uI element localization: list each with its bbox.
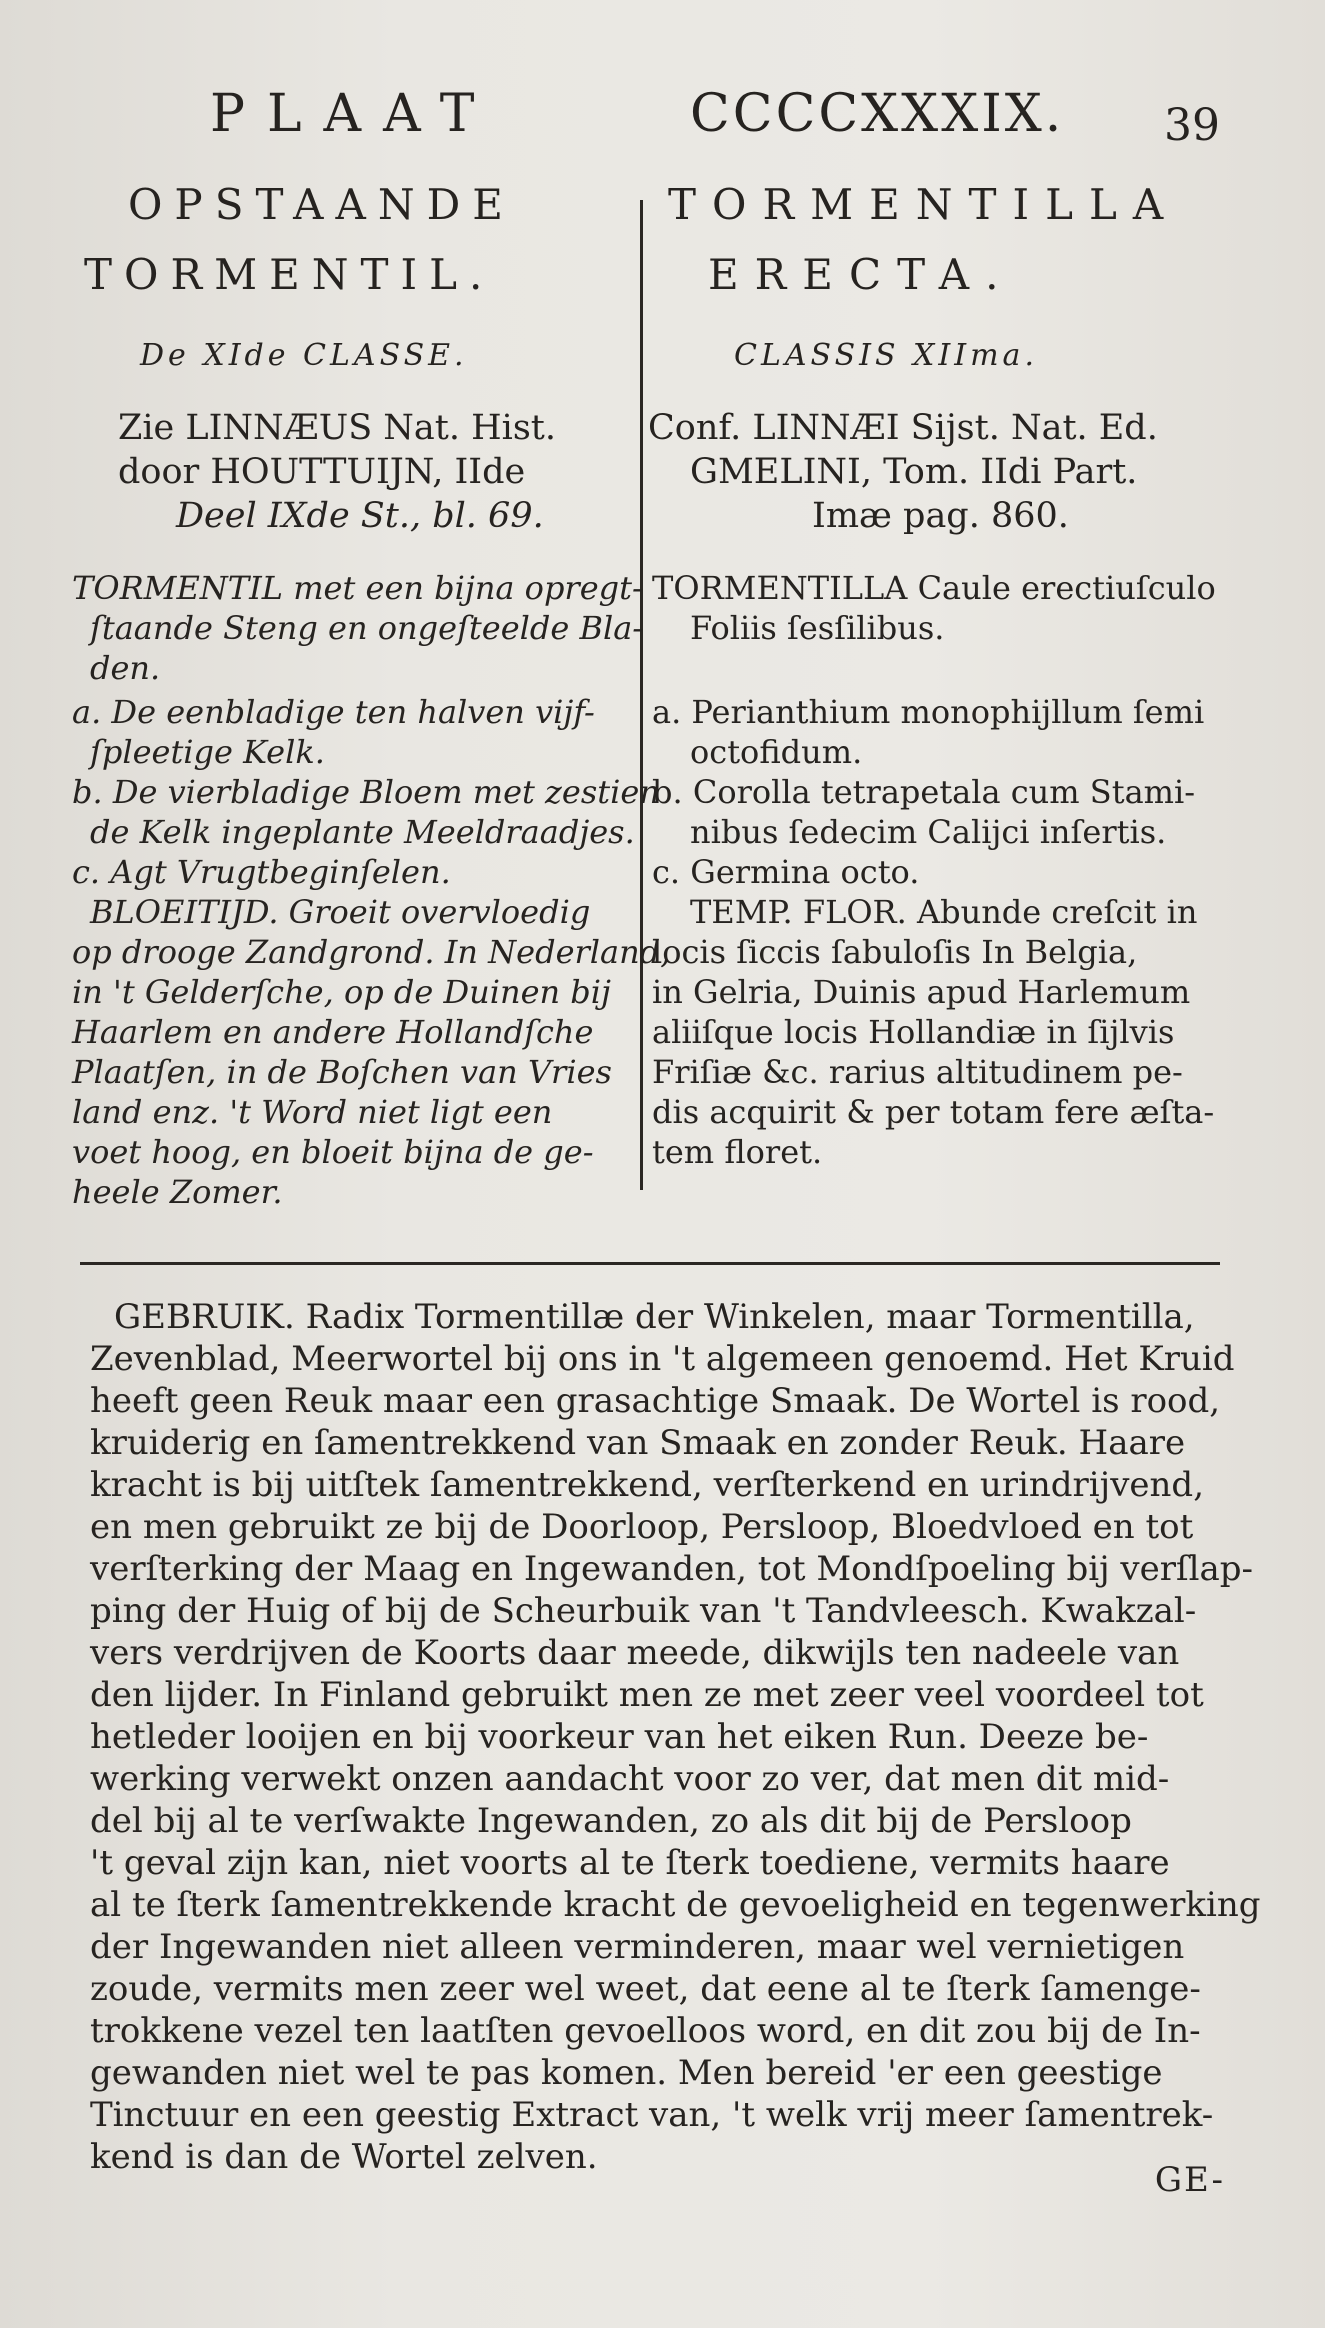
page-number: 39 [1164,100,1220,151]
catchword: GE- [1154,2160,1225,2200]
right-desc-line: tem floret. [652,1133,823,1171]
right-ref-1: Conf. LINNÆI Sijst. Nat. Ed. [648,408,1158,448]
right-desc-line: aliiſque locis Hollandiæ in ſijlvis [652,1013,1175,1051]
usage-line: 't geval zijn kan, niet voorts al te ſterk toediene, vermits haare [90,1843,1170,1883]
left-desc-line: b. De vierbladige Bloem met zestien [72,773,660,811]
left-desc-line: c. Agt Vrugtbeginſelen. [72,853,451,891]
left-ref-3: Deel IXde St., bl. 69. [176,496,544,536]
column-divider [640,200,643,1190]
usage-line: kracht is bij uitſtek ſamentrekkend, verſterkend en urindrijvend, [90,1465,1204,1505]
right-ref-2: GMELINI, Tom. IIdi Part. [690,452,1138,492]
left-desc-line: Haarlem en andere Hollandſche [72,1013,594,1051]
right-desc-line: TEMP. FLOR. Abunde creſcit in [690,893,1198,931]
right-desc-line: b. Corolla tetrapetala cum Stami- [652,773,1196,811]
left-desc-line: BLOEITIJD. Groeit overvloedig [90,893,591,931]
right-desc-line: octofidum. [690,733,863,771]
right-desc-line: dis acquirit & per totam fere æſta- [652,1093,1215,1131]
right-desc-line: nibus ſedecim Calijci inſertis. [690,813,1167,851]
left-desc-line: heele Zomer. [72,1173,283,1211]
right-desc-line: Foliis ſesſilibus. [690,609,945,647]
right-desc-line: in Gelria, Duinis apud Harlemum [652,973,1191,1011]
left-desc-line: in 't Gelderſche, op de Duinen bij [72,973,611,1011]
right-ref-3: Imæ pag. 860. [812,496,1069,536]
left-desc-line: ſpleetige Kelk. [90,733,325,771]
right-classe: CLASSIS XIIma. [734,338,1038,373]
left-desc-line: land enz. 't Word niet ligt een [72,1093,553,1131]
left-desc-line: den. [90,649,161,687]
usage-line: vers verdrijven de Koorts daar meede, dikwijls ten nadeele van [90,1633,1180,1673]
left-ref-2: door HOUTTUIJN, IIde [118,452,526,492]
left-desc-line: ſtaande Steng en ongeſteelde Bla- [90,609,644,647]
usage-line: Tinctuur en een geestig Extract van, 't welk vrij meer ſamentrek- [90,2095,1214,2135]
usage-line: zoude, vermits men zeer wel weet, dat eene al te ſterk ſamenge- [90,1969,1201,2009]
usage-line: GEBRUIK. Radix Tormentillæ der Winkelen, maar Tormentilla, [114,1297,1195,1337]
left-desc-line: de Kelk ingeplante Meeldraadjes. [90,813,635,851]
left-desc-line: a. De eenbladige ten halven vijf- [72,693,595,731]
plate-heading: PLAAT [210,84,497,144]
right-desc-line: Friſiæ &c. rarius altitudinem pe- [652,1053,1183,1091]
usage-line: den lijder. In Finland gebruikt men ze met zeer veel voordeel tot [90,1675,1204,1715]
usage-line: Zevenblad, Meerwortel bij ons in 't algemeen genoemd. Het Kruid [90,1339,1235,1379]
usage-line: del bij al te verſwakte Ingewanden, zo als dit bij de Persloop [90,1801,1132,1841]
usage-line: werking verwekt onzen aandacht voor zo ver, dat men dit mid- [90,1759,1170,1799]
usage-line: kend is dan de Wortel zelven. [90,2137,598,2177]
left-desc-line: Plaatſen, in de Boſchen van Vries [72,1053,612,1091]
usage-line: der Ingewanden niet alleen verminderen, maar wel vernietigen [90,1927,1185,1967]
right-desc-line: a. Perianthium monophijllum ſemi [652,693,1205,731]
right-desc-line: c. Germina octo. [652,853,920,891]
usage-line: ping der Huig of bij de Scheurbuik van 't Tandvleesch. Kwakzal- [90,1591,1197,1631]
right-desc-line: TORMENTILLA Caule erectiuſculo [652,569,1216,607]
usage-line: trokkene vezel ten laatſten gevoelloos word, en dit zou bij de In- [90,2011,1201,2051]
left-title-1: OPSTAANDE [128,180,515,229]
left-desc-line: op drooge Zandgrond. In Nederland, [72,933,671,971]
right-title-2: ERECTA. [708,250,1015,299]
left-desc-line: TORMENTIL met een bijna opregt- [72,569,643,607]
usage-line: hetleder looijen en bij voorkeur van het eiken Run. Deeze be- [90,1717,1149,1757]
usage-line: en men gebruikt ze bij de Doorloop, Persloop, Bloedvloed en tot [90,1507,1194,1547]
plate-number: CCCCXXXIX. [690,84,1065,144]
left-classe: De XIde CLASSE. [140,338,468,373]
right-desc-line: locis ſiccis ſabuloſis In Belgia, [652,933,1138,971]
left-title-2: TORMENTIL. [84,250,495,299]
right-title-1: TORMENTILLA [668,180,1180,229]
usage-line: verſterking der Maag en Ingewanden, tot Mondſpoeling bij verſlap- [90,1549,1253,1589]
usage-line: al te ſterk ſamentrekkende kracht de gevoeligheid en tegenwerking [90,1885,1261,1925]
left-ref-1: Zie LINNÆUS Nat. Hist. [118,408,556,448]
horizontal-rule [80,1262,1220,1265]
usage-line: gewanden niet wel te pas komen. Men bereid 'er een geestige [90,2053,1163,2093]
usage-line: kruiderig en ſamentrekkend van Smaak en zonder Reuk. Haare [90,1423,1186,1463]
left-desc-line: voet hoog, en bloeit bijna de ge- [72,1133,594,1171]
usage-line: heeft geen Reuk maar een grasachtige Smaak. De Wortel is rood, [90,1381,1221,1421]
